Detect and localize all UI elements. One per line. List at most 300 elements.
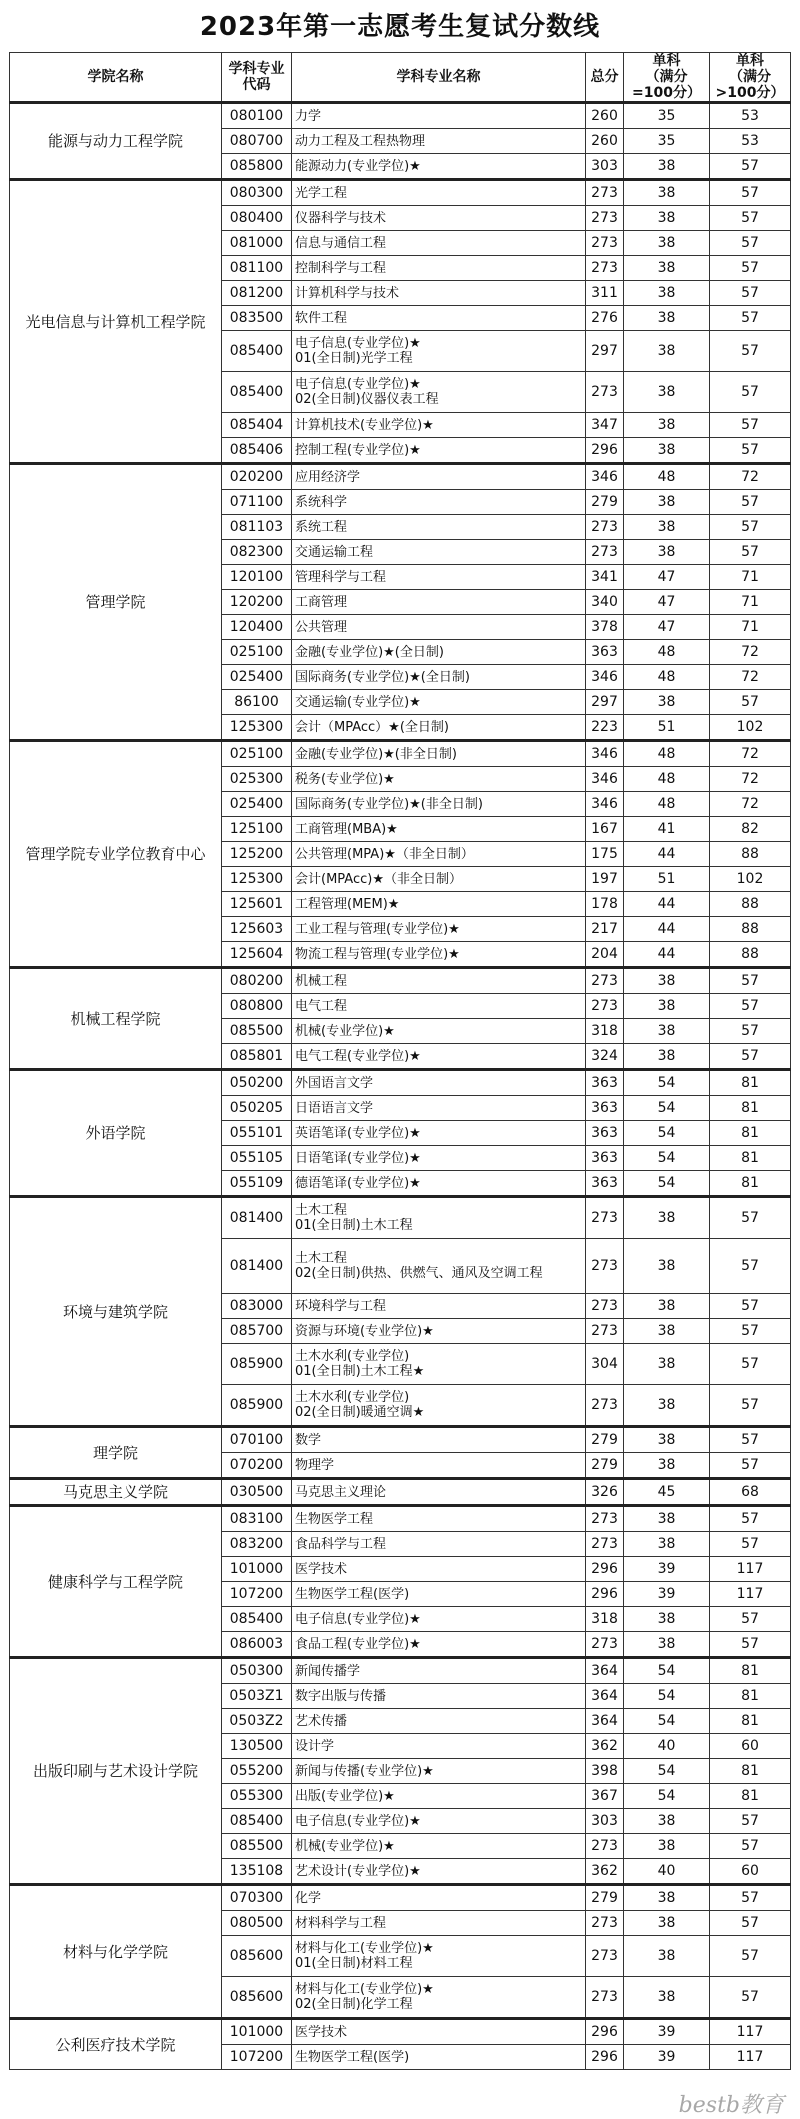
single-score-over-100: 60 bbox=[710, 1859, 791, 1885]
single-score-over-100: 57 bbox=[710, 372, 791, 413]
score-table-body bbox=[10, 103, 791, 2070]
single-score-100: 48 bbox=[624, 741, 710, 767]
single-score-over-100: 57 bbox=[710, 1506, 791, 1532]
single-score-over-100: 117 bbox=[710, 2045, 791, 2070]
single-score-over-100: 57 bbox=[710, 1019, 791, 1044]
major-name: 计算机技术(专业学位)★ bbox=[292, 413, 586, 438]
major-name: 外国语言文学 bbox=[292, 1070, 586, 1096]
major-code: 085404 bbox=[222, 413, 292, 438]
single-score-100: 38 bbox=[624, 331, 710, 372]
table-row bbox=[10, 741, 791, 767]
single-score-over-100: 72 bbox=[710, 792, 791, 817]
major-code: 125601 bbox=[222, 892, 292, 917]
major-name: 动力工程及工程热物理 bbox=[292, 129, 586, 154]
single-score-over-100: 71 bbox=[710, 590, 791, 615]
college-name: 出版印刷与艺术设计学院 bbox=[10, 1658, 222, 1885]
major-code: 085400 bbox=[222, 331, 292, 372]
single-score-100: 54 bbox=[624, 1658, 710, 1684]
single-score-over-100: 57 bbox=[710, 256, 791, 281]
total-score: 296 bbox=[586, 438, 624, 464]
single-score-over-100: 81 bbox=[710, 1684, 791, 1709]
single-score-over-100: 57 bbox=[710, 1427, 791, 1453]
single-score-over-100: 57 bbox=[710, 281, 791, 306]
single-score-over-100: 117 bbox=[710, 2019, 791, 2045]
major-code: 080300 bbox=[222, 180, 292, 206]
major-name: 土木工程 02(全日制)供热、供燃气、通风及空调工程 bbox=[292, 1239, 586, 1294]
total-score: 363 bbox=[586, 640, 624, 665]
major-name: 化学 bbox=[292, 1885, 586, 1911]
total-score: 296 bbox=[586, 1582, 624, 1607]
college-name: 理学院 bbox=[10, 1427, 222, 1479]
college-name: 管理学院 bbox=[10, 464, 222, 741]
major-code: 085600 bbox=[222, 1936, 292, 1977]
major-name: 光学工程 bbox=[292, 180, 586, 206]
single-score-100: 35 bbox=[624, 103, 710, 129]
single-score-over-100: 57 bbox=[710, 994, 791, 1019]
major-code: 055105 bbox=[222, 1146, 292, 1171]
major-code: 125300 bbox=[222, 867, 292, 892]
major-code: 081400 bbox=[222, 1197, 292, 1239]
total-score: 341 bbox=[586, 565, 624, 590]
single-score-100: 38 bbox=[624, 1344, 710, 1385]
major-code: 050205 bbox=[222, 1096, 292, 1121]
single-score-100: 38 bbox=[624, 1809, 710, 1834]
major-name: 交通运输(专业学位)★ bbox=[292, 690, 586, 715]
major-name: 仪器科学与技术 bbox=[292, 206, 586, 231]
single-score-over-100: 57 bbox=[710, 1385, 791, 1427]
table-row bbox=[10, 2019, 791, 2045]
major-code: 080800 bbox=[222, 994, 292, 1019]
major-name: 工商管理(MBA)★ bbox=[292, 817, 586, 842]
single-score-100: 54 bbox=[624, 1784, 710, 1809]
single-score-100: 39 bbox=[624, 1582, 710, 1607]
total-score: 273 bbox=[586, 1506, 624, 1532]
major-name: 艺术设计(专业学位)★ bbox=[292, 1859, 586, 1885]
single-score-100: 38 bbox=[624, 1885, 710, 1911]
single-score-over-100: 57 bbox=[710, 1453, 791, 1479]
major-code: 135108 bbox=[222, 1859, 292, 1885]
major-name: 工商管理 bbox=[292, 590, 586, 615]
total-score: 175 bbox=[586, 842, 624, 867]
major-name: 环境科学与工程 bbox=[292, 1294, 586, 1319]
total-score: 363 bbox=[586, 1121, 624, 1146]
major-name: 控制科学与工程 bbox=[292, 256, 586, 281]
major-code: 070100 bbox=[222, 1427, 292, 1453]
header-code: 学科专业 代码 bbox=[222, 53, 292, 103]
total-score: 346 bbox=[586, 792, 624, 817]
single-score-100: 38 bbox=[624, 372, 710, 413]
major-code: 055101 bbox=[222, 1121, 292, 1146]
total-score: 273 bbox=[586, 1532, 624, 1557]
total-score: 223 bbox=[586, 715, 624, 741]
header-single-over-100: 单科 （满分>100分） bbox=[710, 53, 791, 103]
major-name: 公共管理(MPA)★（非全日制） bbox=[292, 842, 586, 867]
major-name: 电子信息(专业学位)★ 01(全日制)光学工程 bbox=[292, 331, 586, 372]
major-code: 085400 bbox=[222, 372, 292, 413]
single-score-100: 38 bbox=[624, 968, 710, 994]
single-score-100: 38 bbox=[624, 1911, 710, 1936]
single-score-100: 45 bbox=[624, 1479, 710, 1506]
single-score-over-100: 82 bbox=[710, 817, 791, 842]
single-score-100: 38 bbox=[624, 1319, 710, 1344]
single-score-100: 51 bbox=[624, 867, 710, 892]
major-name: 材料与化工(专业学位)★ 02(全日制)化学工程 bbox=[292, 1977, 586, 2019]
total-score: 273 bbox=[586, 1834, 624, 1859]
major-name: 控制工程(专业学位)★ bbox=[292, 438, 586, 464]
single-score-100: 38 bbox=[624, 540, 710, 565]
major-name: 物流工程与管理(专业学位)★ bbox=[292, 942, 586, 968]
major-code: 025400 bbox=[222, 792, 292, 817]
single-score-over-100: 71 bbox=[710, 565, 791, 590]
single-score-over-100: 72 bbox=[710, 767, 791, 792]
major-code: 081200 bbox=[222, 281, 292, 306]
single-score-over-100: 81 bbox=[710, 1759, 791, 1784]
single-score-over-100: 57 bbox=[710, 154, 791, 180]
total-score: 346 bbox=[586, 665, 624, 690]
single-score-100: 39 bbox=[624, 2019, 710, 2045]
single-score-100: 44 bbox=[624, 842, 710, 867]
single-score-over-100: 117 bbox=[710, 1582, 791, 1607]
major-code: 107200 bbox=[222, 1582, 292, 1607]
single-score-100: 48 bbox=[624, 792, 710, 817]
total-score: 364 bbox=[586, 1709, 624, 1734]
major-name: 机械(专业学位)★ bbox=[292, 1019, 586, 1044]
single-score-100: 38 bbox=[624, 154, 710, 180]
single-score-over-100: 57 bbox=[710, 1239, 791, 1294]
total-score: 326 bbox=[586, 1479, 624, 1506]
single-score-100: 44 bbox=[624, 942, 710, 968]
major-code: 086003 bbox=[222, 1632, 292, 1658]
major-name: 生物医学工程(医学) bbox=[292, 2045, 586, 2070]
major-name: 英语笔译(专业学位)★ bbox=[292, 1121, 586, 1146]
single-score-100: 38 bbox=[624, 281, 710, 306]
single-score-over-100: 81 bbox=[710, 1784, 791, 1809]
table-row bbox=[10, 968, 791, 994]
major-code: 085400 bbox=[222, 1607, 292, 1632]
major-code: 085800 bbox=[222, 154, 292, 180]
single-score-over-100: 57 bbox=[710, 1834, 791, 1859]
header-total: 总分 bbox=[586, 53, 624, 103]
major-code: 020200 bbox=[222, 464, 292, 490]
major-name: 新闻与传播(专业学位)★ bbox=[292, 1759, 586, 1784]
major-name: 会计(MPAcc)★（非全日制） bbox=[292, 867, 586, 892]
major-code: 080400 bbox=[222, 206, 292, 231]
major-name: 设计学 bbox=[292, 1734, 586, 1759]
major-code: 070300 bbox=[222, 1885, 292, 1911]
major-name: 国际商务(专业学位)★(非全日制) bbox=[292, 792, 586, 817]
major-code: 0503Z2 bbox=[222, 1709, 292, 1734]
major-code: 085900 bbox=[222, 1344, 292, 1385]
major-code: 085406 bbox=[222, 438, 292, 464]
major-name: 物理学 bbox=[292, 1453, 586, 1479]
total-score: 260 bbox=[586, 103, 624, 129]
total-score: 204 bbox=[586, 942, 624, 968]
single-score-over-100: 57 bbox=[710, 690, 791, 715]
total-score: 378 bbox=[586, 615, 624, 640]
single-score-100: 44 bbox=[624, 917, 710, 942]
major-code: 083100 bbox=[222, 1506, 292, 1532]
major-code: 083500 bbox=[222, 306, 292, 331]
major-name: 电气工程 bbox=[292, 994, 586, 1019]
single-score-100: 44 bbox=[624, 892, 710, 917]
major-code: 120200 bbox=[222, 590, 292, 615]
total-score: 346 bbox=[586, 741, 624, 767]
major-name: 工业工程与管理(专业学位)★ bbox=[292, 917, 586, 942]
total-score: 362 bbox=[586, 1734, 624, 1759]
total-score: 273 bbox=[586, 994, 624, 1019]
total-score: 197 bbox=[586, 867, 624, 892]
total-score: 273 bbox=[586, 1911, 624, 1936]
major-code: 125300 bbox=[222, 715, 292, 741]
major-name: 医学技术 bbox=[292, 1557, 586, 1582]
major-name: 食品工程(专业学位)★ bbox=[292, 1632, 586, 1658]
major-code: 130500 bbox=[222, 1734, 292, 1759]
major-code: 080500 bbox=[222, 1911, 292, 1936]
single-score-100: 41 bbox=[624, 817, 710, 842]
single-score-100: 54 bbox=[624, 1070, 710, 1096]
single-score-100: 38 bbox=[624, 1632, 710, 1658]
single-score-100: 38 bbox=[624, 180, 710, 206]
major-code: 125100 bbox=[222, 817, 292, 842]
single-score-100: 51 bbox=[624, 715, 710, 741]
major-name: 材料科学与工程 bbox=[292, 1911, 586, 1936]
major-code: 080100 bbox=[222, 103, 292, 129]
total-score: 364 bbox=[586, 1658, 624, 1684]
college-name: 管理学院专业学位教育中心 bbox=[10, 741, 222, 968]
single-score-over-100: 88 bbox=[710, 892, 791, 917]
total-score: 273 bbox=[586, 231, 624, 256]
total-score: 279 bbox=[586, 1453, 624, 1479]
major-name: 能源动力(专业学位)★ bbox=[292, 154, 586, 180]
major-code: 050200 bbox=[222, 1070, 292, 1096]
major-name: 机械工程 bbox=[292, 968, 586, 994]
total-score: 367 bbox=[586, 1784, 624, 1809]
single-score-over-100: 68 bbox=[710, 1479, 791, 1506]
major-name: 土木水利(专业学位) 01(全日制)土木工程★ bbox=[292, 1344, 586, 1385]
single-score-over-100: 57 bbox=[710, 1294, 791, 1319]
single-score-100: 38 bbox=[624, 690, 710, 715]
major-code: 082300 bbox=[222, 540, 292, 565]
total-score: 304 bbox=[586, 1344, 624, 1385]
major-name: 日语语言文学 bbox=[292, 1096, 586, 1121]
single-score-over-100: 72 bbox=[710, 741, 791, 767]
single-score-100: 38 bbox=[624, 1936, 710, 1977]
total-score: 273 bbox=[586, 968, 624, 994]
major-name: 公共管理 bbox=[292, 615, 586, 640]
college-name: 公利医疗技术学院 bbox=[10, 2019, 222, 2070]
single-score-over-100: 57 bbox=[710, 1319, 791, 1344]
major-code: 071100 bbox=[222, 490, 292, 515]
single-score-100: 38 bbox=[624, 515, 710, 540]
major-name: 管理科学与工程 bbox=[292, 565, 586, 590]
total-score: 273 bbox=[586, 540, 624, 565]
single-score-100: 47 bbox=[624, 590, 710, 615]
single-score-over-100: 72 bbox=[710, 665, 791, 690]
major-code: 070200 bbox=[222, 1453, 292, 1479]
table-row bbox=[10, 1658, 791, 1684]
major-code: 085500 bbox=[222, 1019, 292, 1044]
major-name: 会计（MPAcc）★(全日制) bbox=[292, 715, 586, 741]
major-code: 125603 bbox=[222, 917, 292, 942]
major-code: 120400 bbox=[222, 615, 292, 640]
major-name: 软件工程 bbox=[292, 306, 586, 331]
single-score-100: 40 bbox=[624, 1859, 710, 1885]
single-score-over-100: 57 bbox=[710, 1632, 791, 1658]
single-score-over-100: 57 bbox=[710, 413, 791, 438]
major-name: 金融(专业学位)★(非全日制) bbox=[292, 741, 586, 767]
major-code: 081400 bbox=[222, 1239, 292, 1294]
single-score-over-100: 57 bbox=[710, 331, 791, 372]
major-code: 085400 bbox=[222, 1809, 292, 1834]
major-name: 生物医学工程(医学) bbox=[292, 1582, 586, 1607]
major-code: 055300 bbox=[222, 1784, 292, 1809]
single-score-100: 38 bbox=[624, 1453, 710, 1479]
total-score: 273 bbox=[586, 1632, 624, 1658]
single-score-over-100: 53 bbox=[710, 129, 791, 154]
single-score-over-100: 57 bbox=[710, 180, 791, 206]
single-score-100: 54 bbox=[624, 1146, 710, 1171]
total-score: 318 bbox=[586, 1607, 624, 1632]
major-name: 税务(专业学位)★ bbox=[292, 767, 586, 792]
header-name: 学科专业名称 bbox=[292, 53, 586, 103]
major-name: 电子信息(专业学位)★ bbox=[292, 1809, 586, 1834]
major-name: 艺术传播 bbox=[292, 1709, 586, 1734]
page-title: 2023年第一志愿考生复试分数线 bbox=[199, 12, 601, 42]
single-score-over-100: 57 bbox=[710, 438, 791, 464]
single-score-100: 38 bbox=[624, 1607, 710, 1632]
single-score-100: 38 bbox=[624, 1294, 710, 1319]
college-name: 马克思主义学院 bbox=[10, 1479, 222, 1506]
single-score-100: 38 bbox=[624, 1977, 710, 2019]
total-score: 362 bbox=[586, 1859, 624, 1885]
major-name: 电子信息(专业学位)★ bbox=[292, 1607, 586, 1632]
single-score-100: 38 bbox=[624, 1506, 710, 1532]
total-score: 279 bbox=[586, 1885, 624, 1911]
table-row bbox=[10, 180, 791, 206]
major-code: 055109 bbox=[222, 1171, 292, 1197]
table-row bbox=[10, 1070, 791, 1096]
single-score-over-100: 71 bbox=[710, 615, 791, 640]
total-score: 363 bbox=[586, 1070, 624, 1096]
total-score: 273 bbox=[586, 1385, 624, 1427]
major-code: 080700 bbox=[222, 129, 292, 154]
total-score: 347 bbox=[586, 413, 624, 438]
single-score-over-100: 72 bbox=[710, 464, 791, 490]
single-score-over-100: 88 bbox=[710, 917, 791, 942]
major-code: 030500 bbox=[222, 1479, 292, 1506]
single-score-over-100: 57 bbox=[710, 540, 791, 565]
single-score-over-100: 102 bbox=[710, 867, 791, 892]
major-name: 生物医学工程 bbox=[292, 1506, 586, 1532]
total-score: 273 bbox=[586, 1319, 624, 1344]
college-name: 能源与动力工程学院 bbox=[10, 103, 222, 180]
major-code: 080200 bbox=[222, 968, 292, 994]
single-score-100: 38 bbox=[624, 1239, 710, 1294]
single-score-100: 38 bbox=[624, 1385, 710, 1427]
single-score-over-100: 57 bbox=[710, 206, 791, 231]
major-name: 应用经济学 bbox=[292, 464, 586, 490]
total-score: 273 bbox=[586, 180, 624, 206]
major-code: 081103 bbox=[222, 515, 292, 540]
college-name: 机械工程学院 bbox=[10, 968, 222, 1070]
major-code: 107200 bbox=[222, 2045, 292, 2070]
college-name: 健康科学与工程学院 bbox=[10, 1506, 222, 1658]
single-score-100: 35 bbox=[624, 129, 710, 154]
single-score-100: 48 bbox=[624, 640, 710, 665]
single-score-over-100: 88 bbox=[710, 842, 791, 867]
major-code: 081000 bbox=[222, 231, 292, 256]
single-score-over-100: 57 bbox=[710, 515, 791, 540]
total-score: 273 bbox=[586, 372, 624, 413]
single-score-100: 38 bbox=[624, 490, 710, 515]
score-table bbox=[9, 52, 791, 2070]
single-score-100: 39 bbox=[624, 2045, 710, 2070]
major-code: 125604 bbox=[222, 942, 292, 968]
total-score: 311 bbox=[586, 281, 624, 306]
total-score: 303 bbox=[586, 1809, 624, 1834]
table-row bbox=[10, 1506, 791, 1532]
total-score: 217 bbox=[586, 917, 624, 942]
single-score-over-100: 81 bbox=[710, 1096, 791, 1121]
major-name: 数字出版与传播 bbox=[292, 1684, 586, 1709]
single-score-over-100: 53 bbox=[710, 103, 791, 129]
major-code: 083200 bbox=[222, 1532, 292, 1557]
major-name: 食品科学与工程 bbox=[292, 1532, 586, 1557]
major-name: 土木水利(专业学位) 02(全日制)暖通空调★ bbox=[292, 1385, 586, 1427]
single-score-100: 54 bbox=[624, 1684, 710, 1709]
single-score-over-100: 57 bbox=[710, 1911, 791, 1936]
major-name: 材料与化工(专业学位)★ 01(全日制)材料工程 bbox=[292, 1936, 586, 1977]
header-college: 学院名称 bbox=[10, 53, 222, 103]
single-score-over-100: 81 bbox=[710, 1146, 791, 1171]
major-name: 工程管理(MEM)★ bbox=[292, 892, 586, 917]
total-score: 340 bbox=[586, 590, 624, 615]
single-score-100: 38 bbox=[624, 1197, 710, 1239]
single-score-over-100: 57 bbox=[710, 968, 791, 994]
total-score: 297 bbox=[586, 690, 624, 715]
major-code: 085700 bbox=[222, 1319, 292, 1344]
single-score-over-100: 81 bbox=[710, 1709, 791, 1734]
single-score-100: 38 bbox=[624, 206, 710, 231]
single-score-over-100: 57 bbox=[710, 1809, 791, 1834]
single-score-100: 48 bbox=[624, 767, 710, 792]
total-score: 296 bbox=[586, 1557, 624, 1582]
total-score: 273 bbox=[586, 1197, 624, 1239]
single-score-100: 38 bbox=[624, 231, 710, 256]
single-score-over-100: 72 bbox=[710, 640, 791, 665]
total-score: 273 bbox=[586, 515, 624, 540]
total-score: 318 bbox=[586, 1019, 624, 1044]
total-score: 178 bbox=[586, 892, 624, 917]
major-code: 025100 bbox=[222, 640, 292, 665]
single-score-over-100: 102 bbox=[710, 715, 791, 741]
single-score-over-100: 57 bbox=[710, 231, 791, 256]
total-score: 363 bbox=[586, 1146, 624, 1171]
table-row bbox=[10, 1197, 791, 1239]
college-name: 环境与建筑学院 bbox=[10, 1197, 222, 1427]
single-score-over-100: 57 bbox=[710, 1936, 791, 1977]
total-score: 273 bbox=[586, 1977, 624, 2019]
major-name: 金融(专业学位)★(全日制) bbox=[292, 640, 586, 665]
total-score: 363 bbox=[586, 1171, 624, 1197]
single-score-100: 38 bbox=[624, 1834, 710, 1859]
total-score: 273 bbox=[586, 206, 624, 231]
major-name: 资源与环境(专业学位)★ bbox=[292, 1319, 586, 1344]
watermark-logo: bestb教育 bbox=[678, 2093, 784, 2118]
total-score: 346 bbox=[586, 464, 624, 490]
major-code: 86100 bbox=[222, 690, 292, 715]
major-name: 出版(专业学位)★ bbox=[292, 1784, 586, 1809]
